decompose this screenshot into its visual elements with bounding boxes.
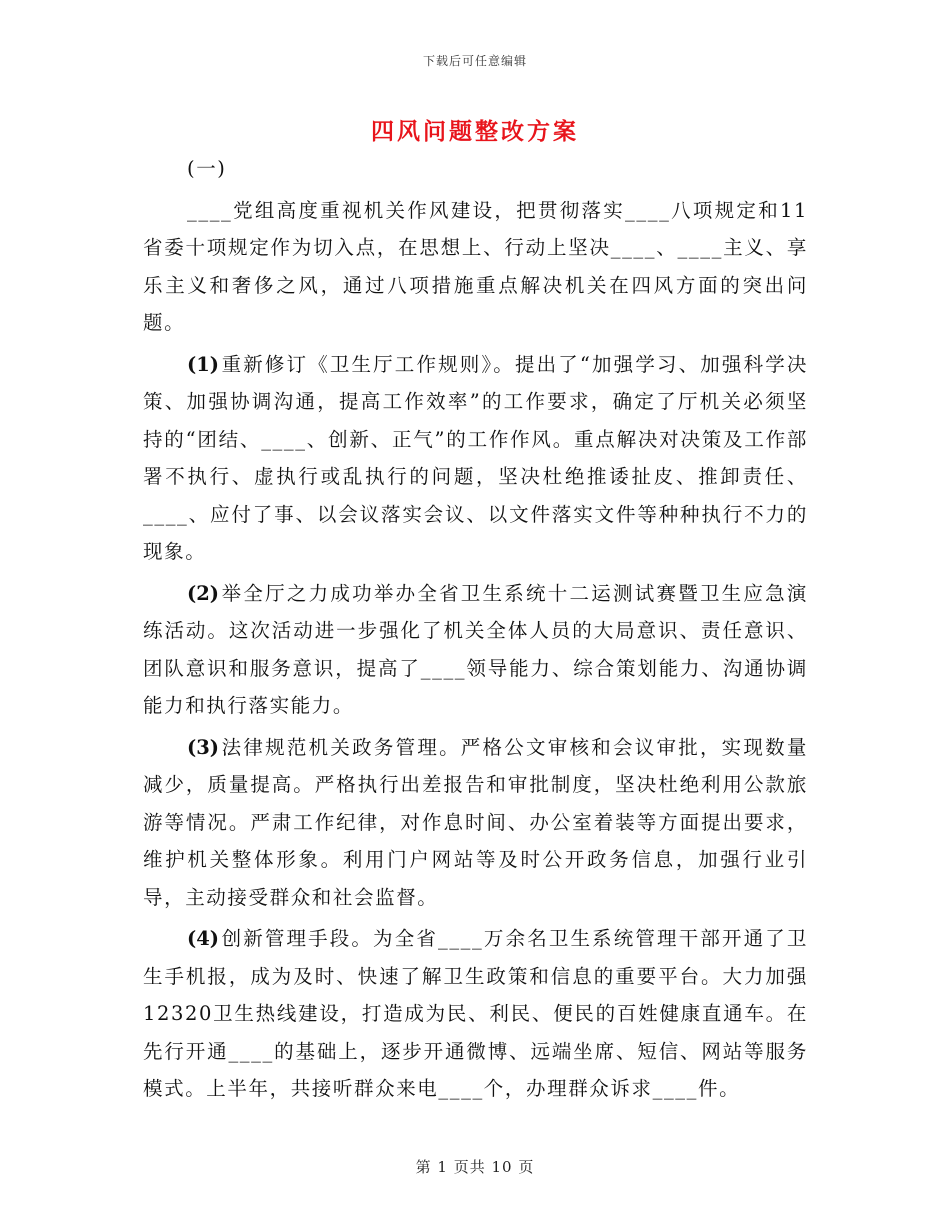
document-body	[143, 150, 808, 1108]
paragraph-intro	[143, 192, 808, 342]
paragraph-text: ____党组高度重视机关作风建设，把贯彻落实____八项规定和11省委十项规定作为切入点，在思想上、行动上坚决____、____主义、享乐主义和奢侈之风，通过八项措施重点解决机关在四风方面的突出问题。	[143, 198, 808, 334]
paragraph-item-1	[143, 346, 808, 571]
paragraph-item-4	[143, 920, 808, 1108]
page-header-note: 下载后可任意编辑	[422, 54, 527, 68]
paragraph-item-2	[143, 575, 808, 725]
paragraph-number: (3)	[187, 735, 220, 759]
section-heading: (一)	[187, 157, 227, 180]
paragraph-number: (1)	[187, 352, 220, 376]
document-title: 四风问题整改方案	[371, 118, 579, 145]
paragraph-number: (2)	[187, 581, 220, 605]
paragraph-text: 法律规范机关政务管理。严格公文审核和会议审批，实现数量减少，质量提高。严格执行出差报告和审批制度，坚决杜绝利用公款旅游等情况。严肃工作纪律，对作息时间、办公室着装等方面提出要求，维护机关整体形象。利用门户网站等及时公开政务信息，加强行业引导，主动接受群众和社会监督。	[143, 735, 808, 909]
paragraph-text: 创新管理手段。为全省____万余名卫生系统管理干部开通了卫生手机报，成为及时、快速了解卫生政策和信息的重要平台。大力加强12320卫生热线建设，打造成为民、利民、便民的百姓健康直通车。在先行开通____的基础上，逐步开通微博、远端坐席、短信、网站等服务模式。上半年，共接听群众来电____个，办理群众诉求____件。	[143, 927, 808, 1100]
paragraph-number: (4)	[187, 927, 220, 950]
paragraph-text: 重新修订《卫生厅工作规则》。提出了“加强学习、加强科学决策、加强协调沟通，提高工作效率”的工作要求，确定了厅机关必须坚持的“团结、____、创新、正气”的工作作风。重点解决对决策及工作部署不执行、虚执行或乱执行的问题，坚决杜绝推诿扯皮、推卸责任、____、应付了事、以会议落实会议、以文件落实文件等种种执行不力的现象。	[143, 352, 808, 563]
paragraph-item-3	[143, 729, 808, 917]
page-number-footer: 第 1 页共 10 页	[415, 1158, 535, 1176]
paragraph-text: 举全厅之力成功举办全省卫生系统十二运测试赛暨卫生应急演练活动。这次活动进一步强化了机关全体人员的大局意识、责任意识、团队意识和服务意识，提高了____领导能力、综合策划能力、沟通协调能力和执行落实能力。	[143, 581, 808, 717]
